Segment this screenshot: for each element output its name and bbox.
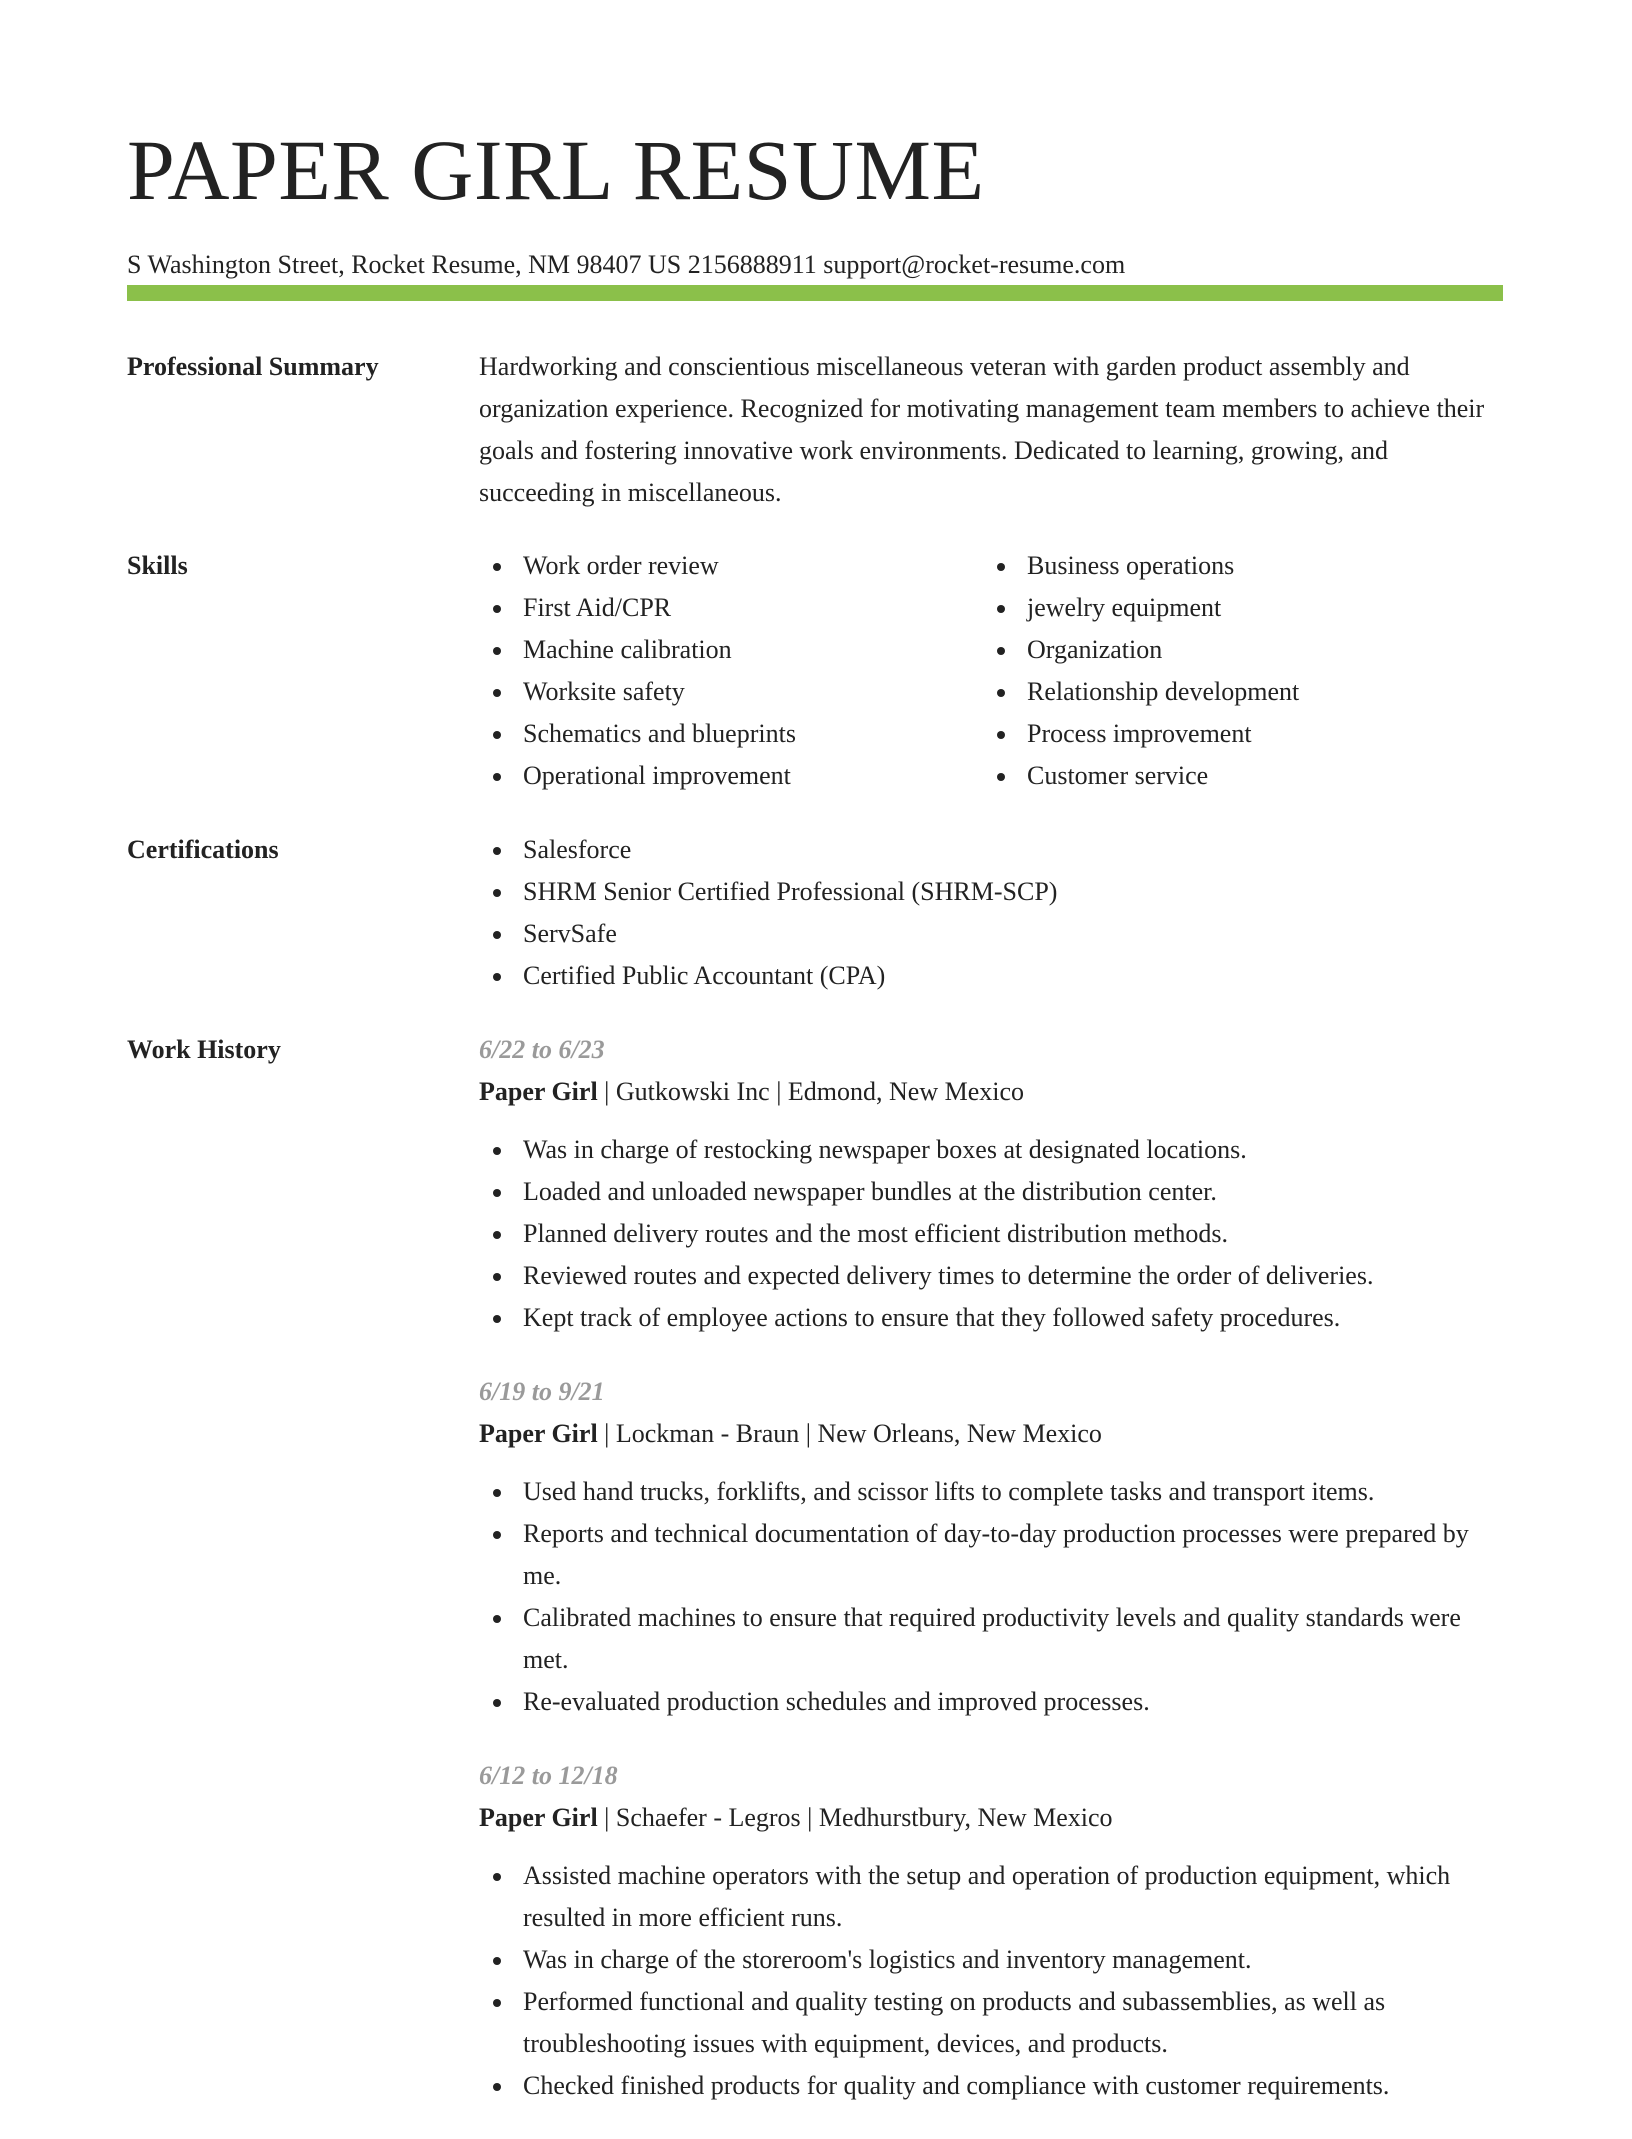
work-history-content: [479, 1029, 1503, 2139]
resume-header: [127, 118, 1503, 282]
summary-content: [479, 346, 1503, 514]
job-bullet: Kept track of employee actions to ensure that they followed safety procedures.: [479, 1297, 1503, 1339]
job-bullet: Calibrated machines to ensure that required productivity levels and quality standards were met.: [479, 1597, 1503, 1681]
skill-item: Operational improvement: [479, 755, 983, 797]
job-dates: 6/22 to 6/23: [479, 1035, 605, 1064]
job-title-line: [479, 1413, 1503, 1455]
resume-title: PAPER GIRL RESUME: [127, 122, 985, 218]
skills-content: [479, 545, 1503, 797]
skill-item: Machine calibration: [479, 629, 983, 671]
skill-item: Customer service: [983, 755, 1487, 797]
job-details: | Gutkowski Inc | Edmond, New Mexico: [597, 1077, 1025, 1106]
job-title: Paper Girl: [479, 1077, 598, 1106]
skills-heading: Skills: [127, 551, 188, 580]
job-title-line: [479, 1797, 1503, 1839]
skill-item: Business operations: [983, 545, 1487, 587]
skill-item: Schematics and blueprints: [479, 713, 983, 755]
contact-line: S Washington Street, Rocket Resume, NM 98407 US 2156888911 support@rocket-resume.com: [127, 250, 1126, 279]
summary-heading: Professional Summary: [127, 352, 379, 381]
job-bullet: Was in charge of the storeroom's logistics and inventory management.: [479, 1939, 1503, 1981]
job-dates: 6/19 to 9/21: [479, 1377, 605, 1406]
job-bullet: Used hand trucks, forklifts, and scissor lifts to complete tasks and transport items.: [479, 1471, 1503, 1513]
skill-item: Relationship development: [983, 671, 1487, 713]
skill-item: First Aid/CPR: [479, 587, 983, 629]
job-bullet: Reviewed routes and expected delivery times to determine the order of deliveries.: [479, 1255, 1503, 1297]
job-title-line: [479, 1071, 1503, 1113]
certifications-content: [479, 829, 1503, 997]
job-entry: [479, 1371, 1503, 1723]
job-entry: [479, 1029, 1503, 1339]
skill-item: jewelry equipment: [983, 587, 1487, 629]
certification-item: ServSafe: [479, 913, 1503, 955]
skill-item: Work order review: [479, 545, 983, 587]
job-bullet: Planned delivery routes and the most efficient distribution methods.: [479, 1213, 1503, 1255]
certification-item: Certified Public Accountant (CPA): [479, 955, 1503, 997]
certifications-heading: Certifications: [127, 835, 279, 864]
skill-item: Organization: [983, 629, 1487, 671]
job-bullet: Re-evaluated production schedules and improved processes.: [479, 1681, 1503, 1723]
certification-item: SHRM Senior Certified Professional (SHRM-SCP): [479, 871, 1503, 913]
certification-item: Salesforce: [479, 829, 1503, 871]
summary-text: Hardworking and conscientious miscellaneous veteran with garden product assembly and organization experience. Recognized for motivating management team members to achieve their goals and fostering innovative work environments. Dedicated to learning, growing, and succeeding in miscellaneous.: [479, 352, 1485, 507]
job-title: Paper Girl: [479, 1419, 598, 1448]
work-history-heading: Work History: [127, 1035, 281, 1064]
skill-item: Process improvement: [983, 713, 1487, 755]
job-bullet: Performed functional and quality testing on products and subassemblies, as well as troubleshooting issues with equipment, devices, and products.: [479, 1981, 1503, 2065]
job-details: | Lockman - Braun | New Orleans, New Mexico: [597, 1419, 1102, 1448]
job-bullet: Checked finished products for quality and compliance with customer requirements.: [479, 2065, 1503, 2107]
job-entry: [479, 1755, 1503, 2107]
job-bullet: Reports and technical documentation of day-to-day production processes were prepared by me.: [479, 1513, 1503, 1597]
skill-item: Worksite safety: [479, 671, 983, 713]
job-title: Paper Girl: [479, 1803, 598, 1832]
skills-column-right: [983, 545, 1487, 797]
job-bullet: Was in charge of restocking newspaper boxes at designated locations.: [479, 1129, 1503, 1171]
accent-divider: [127, 285, 1503, 301]
job-bullet: Loaded and unloaded newspaper bundles at the distribution center.: [479, 1171, 1503, 1213]
job-bullet: Assisted machine operators with the setup and operation of production equipment, which resulted in more efficient runs.: [479, 1855, 1503, 1939]
job-dates: 6/12 to 12/18: [479, 1761, 618, 1790]
job-details: | Schaefer - Legros | Medhurstbury, New Mexico: [597, 1803, 1113, 1832]
skills-column-left: [479, 545, 983, 797]
